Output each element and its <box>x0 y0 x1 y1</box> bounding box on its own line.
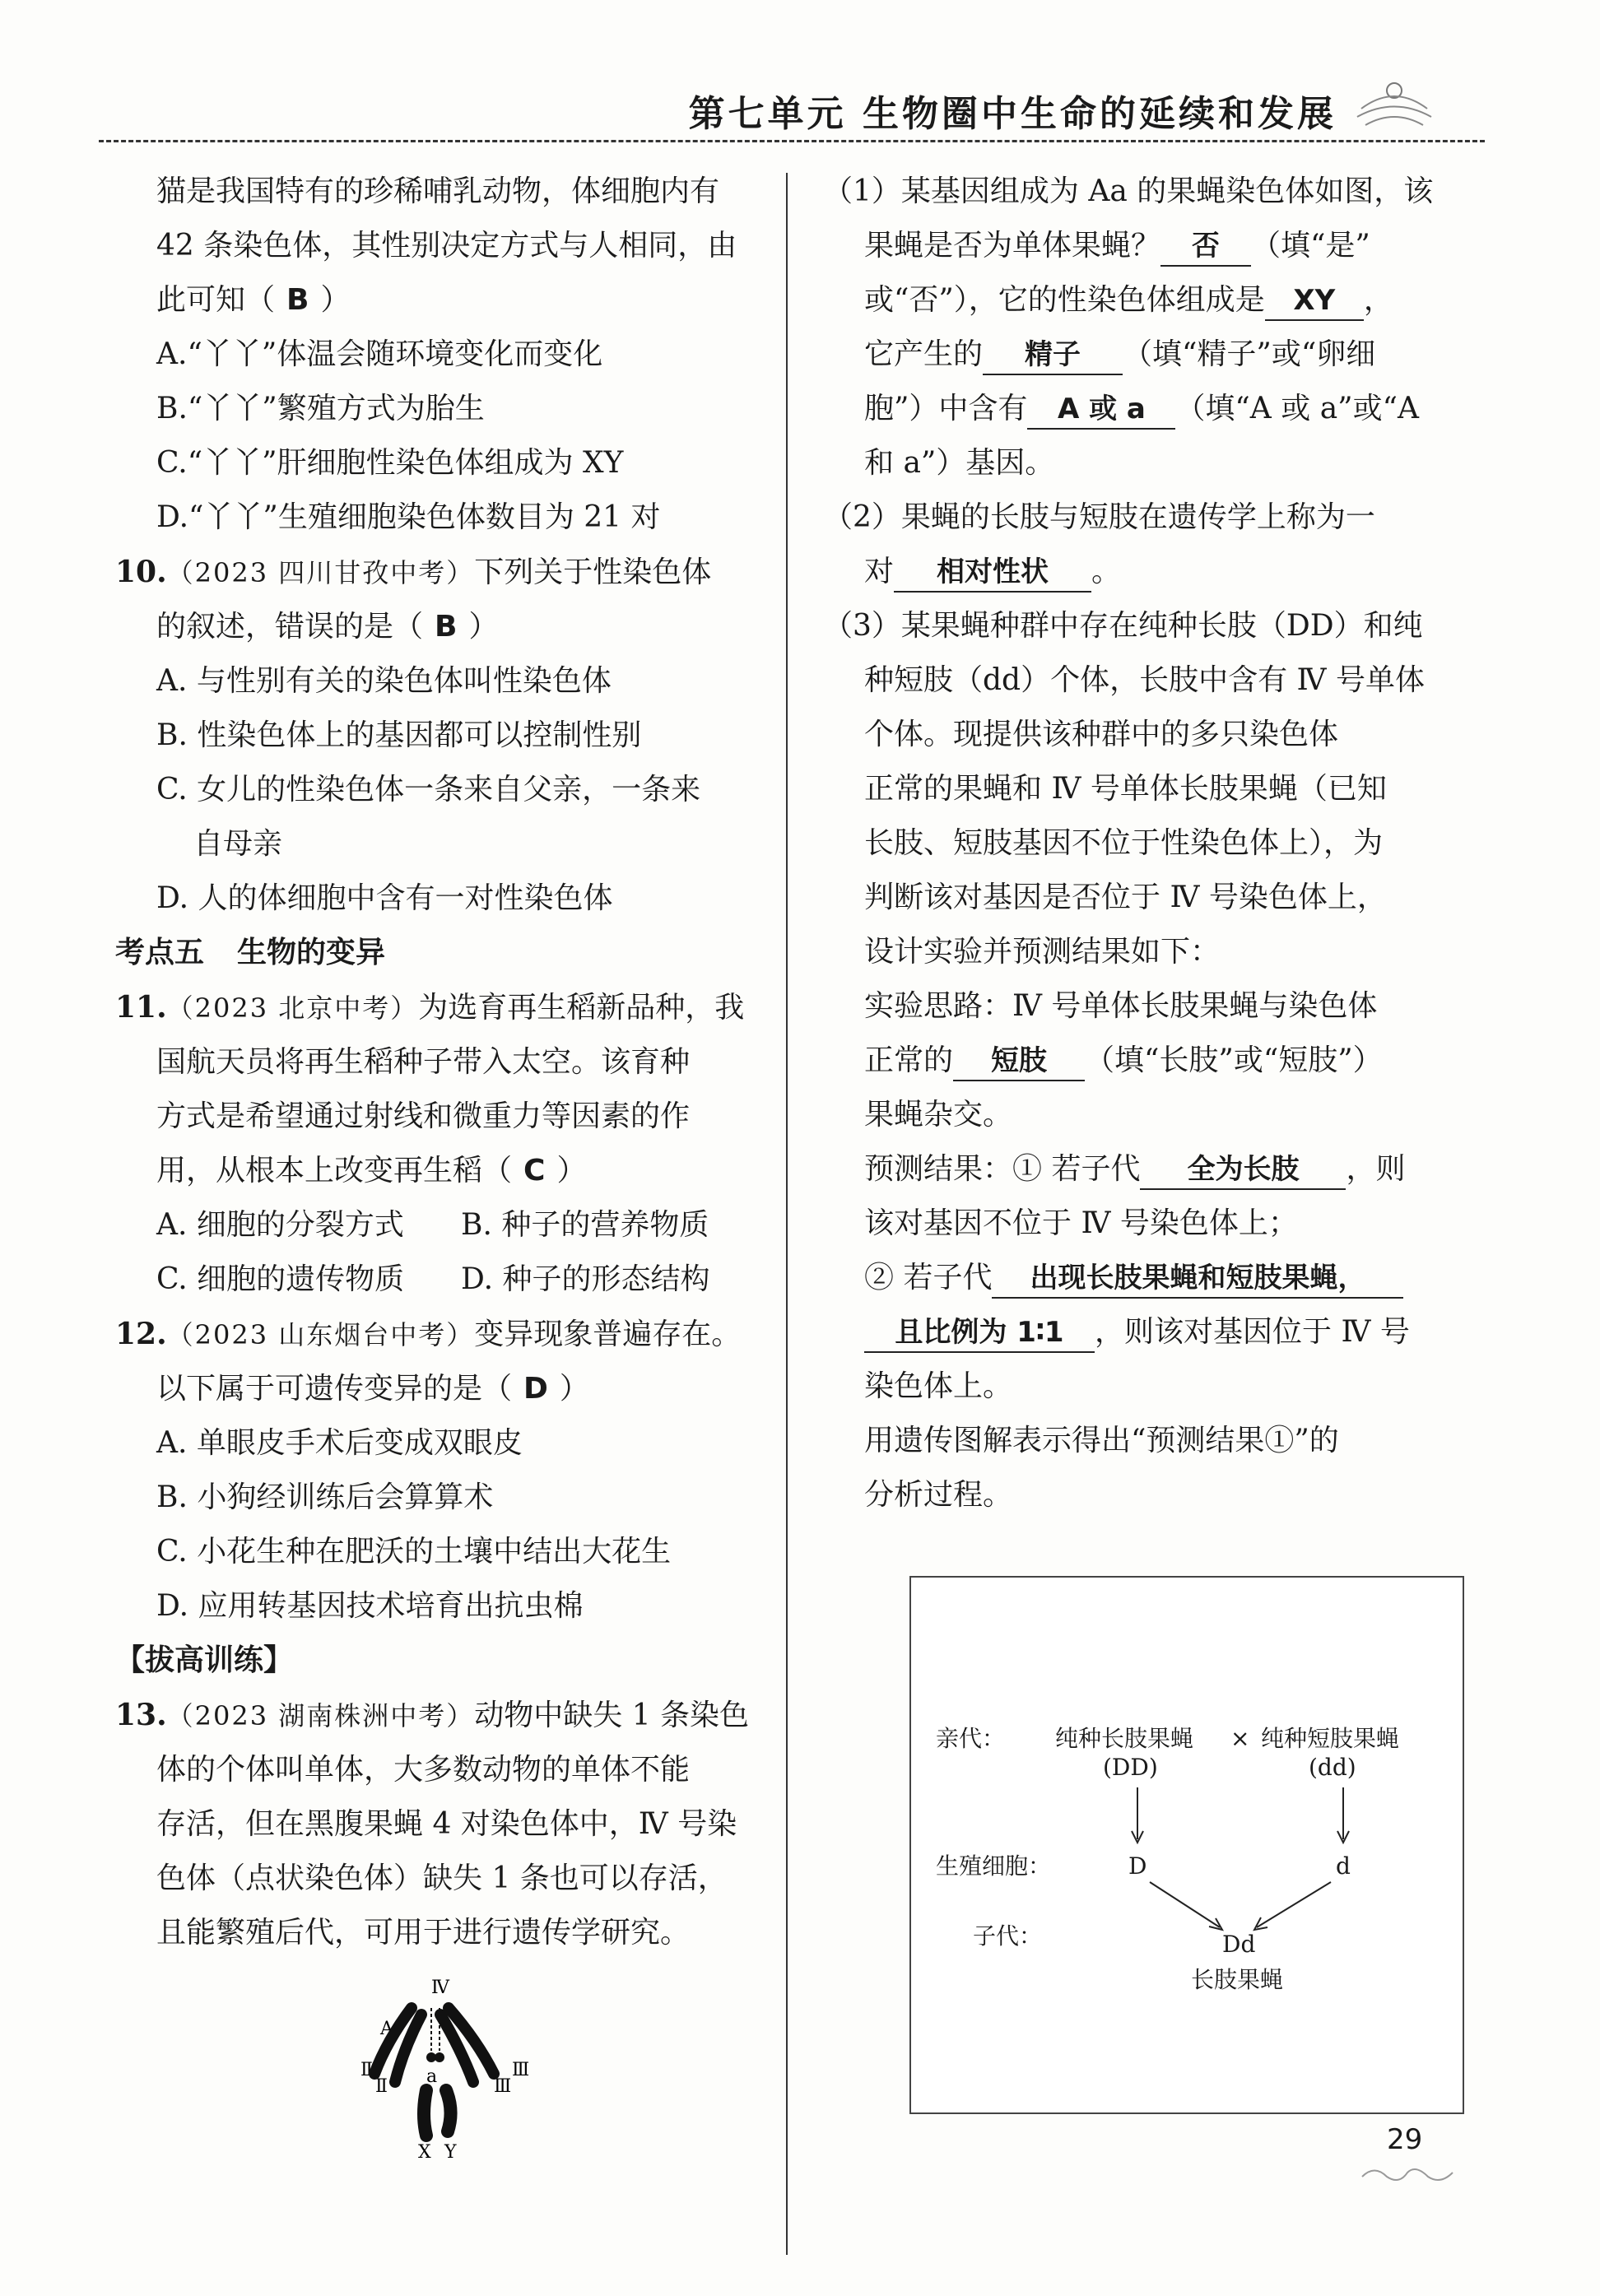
genetic-cross-diagram <box>911 1578 1463 2112</box>
parent1-genotype: (DD) <box>1103 1754 1158 1781</box>
label-IV: Ⅳ <box>431 1978 449 1998</box>
offspring-genotype: Dd <box>1222 1931 1256 1958</box>
q13-part3-line: 该对基因不位于 Ⅳ 号染色体上； <box>864 1206 1298 1240</box>
label-X: X <box>418 2142 431 2163</box>
q13-stem: 13.（2023 湖南株洲中考）动物中缺失 1 条染色 <box>115 1698 750 1732</box>
q12-option: A. 单眼皮手术后变成双眼皮 <box>156 1426 523 1460</box>
q11-stem: 11.（2023 北京中考）为选育再生稻新品种，我 <box>115 990 745 1025</box>
header-ornament-icon <box>1353 76 1435 142</box>
q13-part1-line: 它产生的 精子 （填“精子”或“卵细 <box>823 328 1481 382</box>
q13-part3-line: 预测结果：① 若子代 全为长肢 ，则 <box>823 1142 1481 1197</box>
answer-blank: 短肢 <box>953 1042 1085 1081</box>
q10-stem: 10.（2023 四川甘孜中考）下列关于性染色体 <box>115 555 712 589</box>
q13-part1-line: 果蝇是否为单体果蝇？ 否 （填“是” <box>823 219 1481 273</box>
label-III-left: Ⅲ <box>494 2076 512 2097</box>
q13-part3-line: 实验思路：Ⅳ 号单体长肢果蝇与染色体 <box>864 989 1378 1023</box>
q12-option: B. 小狗经训练后会算算术 <box>156 1480 494 1514</box>
q10-option: D. 人的体细胞中含有一对性染色体 <box>156 881 613 915</box>
q11-stem-line: 方式是希望通过射线和微重力等因素的作 <box>156 1099 691 1133</box>
q13-part1-line: 或“否”），它的性染色体组成是 XY ， <box>823 273 1481 328</box>
chromosome-figure <box>329 1975 543 2164</box>
column-divider <box>786 173 788 2255</box>
q13-part3-line: 分析过程。 <box>864 1478 1013 1512</box>
q13-part3-line: 正常的 短肢 （填“长肢”或“短肢”） <box>823 1034 1481 1088</box>
parent-generation-label: 亲代： <box>936 1725 1006 1752</box>
q13-part1-line: 胞”）中含有 A 或 a （填“A 或 a”或“A <box>823 382 1481 436</box>
chromosome-IV-dot <box>435 2052 444 2062</box>
q13-part1-line: 和 a”）基因。 <box>864 446 1055 480</box>
q11-stem-line: 国航天员将再生稻种子带入太空。该育种 <box>156 1045 691 1079</box>
q9-option: D.“丫丫”生殖细胞染色体数目为 21 对 <box>156 500 661 534</box>
q13-part1-line: （1）某基因组成为 Aa 的果蝇染色体如图，该 <box>823 174 1434 208</box>
q13-part3-line: 正常的果蝇和 Ⅳ 号单体长肢果蝇（已知 <box>864 772 1387 806</box>
page-number: 29 <box>1387 2123 1423 2156</box>
q13-stem-line: 且能繁殖后代，可用于进行遗传学研究。 <box>156 1916 691 1950</box>
chromosome-Y <box>446 2090 451 2131</box>
q11-stem-line: 用，从根本上改变再生稻（ C ） <box>156 1154 587 1188</box>
q13-part3-line: 果蝇杂交。 <box>864 1098 1013 1132</box>
gamete-label: 生殖细胞： <box>936 1852 1052 1880</box>
advanced-training-label: 【拔高训练】 <box>115 1643 294 1677</box>
parent-long-limb: 纯种长肢果蝇 <box>1055 1725 1194 1752</box>
q13-part3-line: ② 若子代 出现长肢果蝇和短肢果蝇， <box>823 1251 1481 1305</box>
q13-part2-line: 对 相对性状 。 <box>823 545 1481 599</box>
q9-answer: B <box>286 283 309 317</box>
left-column <box>115 165 765 1960</box>
q10-option: C. 女儿的性染色体一条来自父亲，一条来 <box>156 773 701 806</box>
answer-blank: 相对性状 <box>894 553 1091 593</box>
answer-blank: 全为长肢 <box>1140 1150 1346 1190</box>
q12-option: C. 小花生种在肥沃的土壤中结出大花生 <box>156 1535 672 1569</box>
label-a: a <box>426 2066 438 2087</box>
q13-part3-line: 判断该对基因是否位于 Ⅳ 号染色体上， <box>864 881 1387 914</box>
q10-option-cont: 自母亲 <box>193 827 283 861</box>
q13-stem-line: 色体（点状染色体）缺失 1 条也可以存活， <box>156 1861 728 1895</box>
q13-part3-line: 染色体上。 <box>864 1369 1013 1403</box>
label-II-right: Ⅱ <box>375 2076 388 2097</box>
q9-stem-line: 42 条染色体，其性别决定方式与人相同，由 <box>156 229 737 263</box>
q13-part3-line: （3）某果蝇种群中存在纯种长肢（DD）和纯 <box>823 609 1423 643</box>
answer-blank: 精子 <box>983 336 1123 375</box>
chromosome-X <box>424 2090 426 2136</box>
q11-options-row: A. 细胞的分裂方式 B. 种子的营养物质 <box>156 1208 709 1242</box>
q9-option: B.“丫丫”繁殖方式为胎生 <box>156 392 485 425</box>
offspring-generation-label: 子代： <box>973 1922 1043 1950</box>
q9-option: C.“丫丫”肝细胞性染色体组成为 XY <box>156 446 624 480</box>
section-heading: 考点五 生物的变异 <box>115 936 386 969</box>
q13-stem-line: 体的个体叫单体，大多数动物的单体不能 <box>156 1753 691 1787</box>
offspring-phenotype: 长肢果蝇 <box>1191 1966 1284 1993</box>
q12-stem-line: 以下属于可遗传变异的是（ D ） <box>156 1372 589 1406</box>
q13-part3-line: 设计实验并预测结果如下： <box>864 935 1221 969</box>
q13-part3-line: 用遗传图解表示得出“预测结果①”的 <box>864 1424 1339 1457</box>
q13-part3-line: 个体。现提供该种群中的多只染色体 <box>864 718 1339 751</box>
right-column <box>823 165 1481 1522</box>
q10-stem-line: 的叙述，错误的是（ B ） <box>156 610 499 644</box>
q12-stem: 12.（2023 山东烟台中考）变异现象普遍存在。 <box>115 1317 742 1351</box>
q13-stem-line: 存活，但在黑腹果蝇 4 对染色体中，Ⅳ 号染 <box>156 1807 737 1841</box>
parent2-genotype: (dd) <box>1309 1754 1356 1781</box>
label-Y: Y <box>444 2142 457 2163</box>
q11-answer: C <box>523 1154 546 1188</box>
unit-title: 第七单元 生物圈中生命的延续和发展 <box>688 93 1337 135</box>
answer-blank: XY <box>1265 281 1364 321</box>
q10-option: B. 性染色体上的基因都可以控制性别 <box>156 718 642 752</box>
gamete-d: d <box>1336 1852 1351 1880</box>
q13-part2-line: （2）果蝇的长肢与短肢在遗传学上称为一 <box>823 500 1375 534</box>
cross-symbol: × <box>1230 1725 1250 1752</box>
label-II-left: Ⅱ <box>360 2060 373 2080</box>
q13-part3-line: 种短肢（dd）个体，长肢中含有 Ⅳ 号单体 <box>864 663 1425 697</box>
q10-source: （2023 四川甘孜中考） <box>166 557 475 588</box>
gamete-D: D <box>1128 1852 1147 1880</box>
q13-part3-line: 且比例为 1∶1 ，则该对基因位于 Ⅳ 号 <box>823 1305 1481 1359</box>
answer-blank: 且比例为 1∶1 <box>864 1313 1095 1353</box>
label-III-right: Ⅲ <box>512 2060 530 2080</box>
q10-option: A. 与性别有关的染色体叫性染色体 <box>156 664 612 698</box>
genetic-diagram-box <box>909 1576 1464 2114</box>
q10-answer: B <box>435 610 458 644</box>
q9-stem-line: 此可知（ B ） <box>156 283 351 317</box>
q11-options-row: C. 细胞的遗传物质 D. 种子的形态结构 <box>156 1262 710 1296</box>
header-divider <box>99 140 1485 142</box>
label-A: A <box>380 2019 393 2039</box>
footer-ornament-icon <box>1358 2160 1457 2185</box>
answer-blank: 否 <box>1160 227 1251 267</box>
q9-stem-line: 猫是我国特有的珍稀哺乳动物，体细胞内有 <box>156 174 720 208</box>
q13-part3-line: 长肢、短肢基因不位于性染色体上），为 <box>864 826 1384 860</box>
answer-blank: 出现长肢果蝇和短肢果蝇， <box>992 1259 1403 1299</box>
page-header <box>99 76 1485 142</box>
q12-answer: D <box>523 1372 548 1406</box>
parent-short-limb: 纯种短肢果蝇 <box>1261 1725 1400 1752</box>
answer-blank: A 或 a <box>1027 390 1175 430</box>
q9-option: A.“丫丫”体温会随环境变化而变化 <box>156 337 603 371</box>
q12-option: D. 应用转基因技术培育出抗虫棉 <box>156 1589 584 1623</box>
